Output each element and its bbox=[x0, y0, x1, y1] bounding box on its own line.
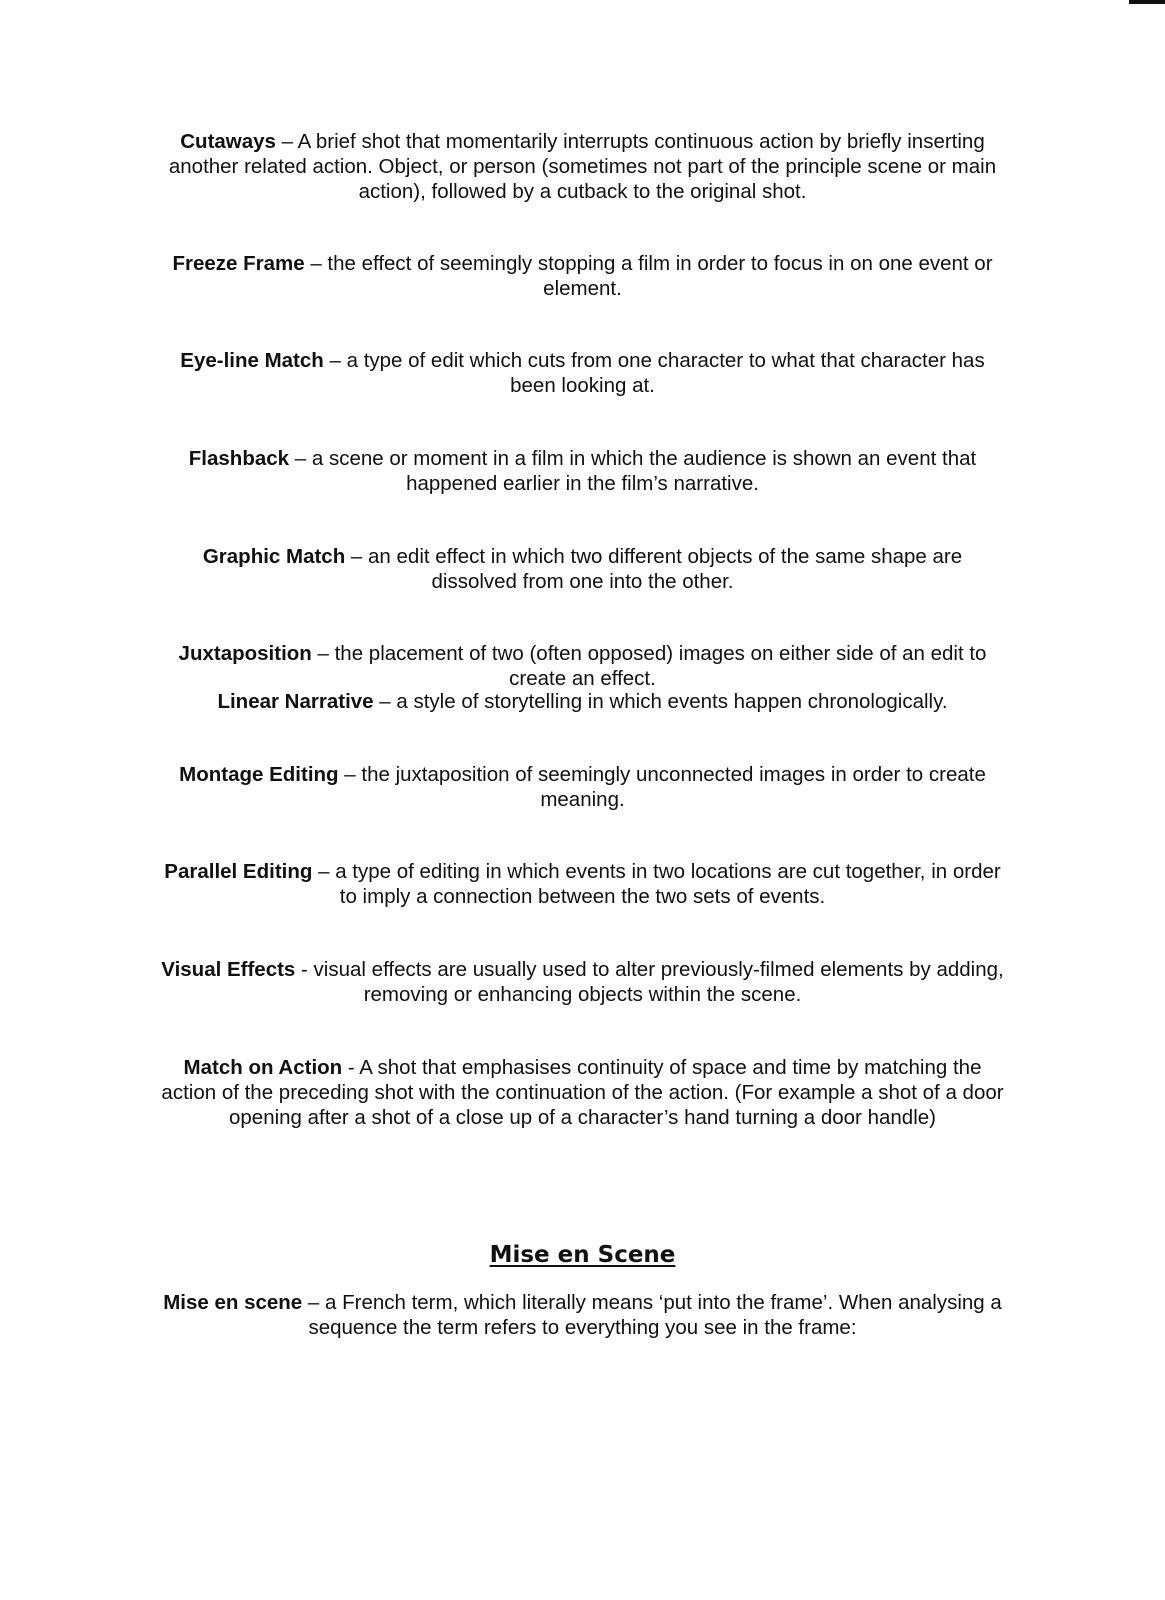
entry-graphic-match bbox=[160, 544, 1005, 594]
definition: – the juxtaposition of seemingly unconnected images in order to create meaning. bbox=[338, 763, 986, 811]
term: Juxtaposition bbox=[178, 642, 312, 665]
definition: – the placement of two (often opposed) images on either side of an edit to create an effect. bbox=[311, 642, 987, 690]
term: Linear Narrative bbox=[217, 690, 374, 713]
corner-mark bbox=[1129, 0, 1165, 4]
definition: – the effect of seemingly stopping a film in order to focus in on one event or element. bbox=[304, 252, 993, 300]
definition: – a French term, which literally means ‘put into the frame’. When analysing a sequence the term refers to everything you see in the frame: bbox=[302, 1291, 1002, 1339]
term: Match on Action bbox=[183, 1056, 343, 1079]
entry-flashback bbox=[160, 446, 1005, 496]
entry-eye-line-match bbox=[160, 348, 1005, 398]
term: Mise en scene bbox=[163, 1291, 303, 1314]
entry-linear-narrative bbox=[160, 689, 1005, 714]
term: Graphic Match bbox=[202, 545, 346, 568]
term: Cutaways bbox=[180, 130, 276, 153]
entry-match-on-action bbox=[160, 1055, 1005, 1130]
section-heading: Mise en Scene bbox=[489, 1242, 676, 1268]
entry-parallel-editing bbox=[160, 859, 1005, 909]
definition: – a style of storytelling in which events happen chronologically. bbox=[373, 690, 948, 713]
entry-juxtaposition bbox=[160, 641, 1005, 691]
term: Flashback bbox=[188, 447, 290, 470]
definition: – an edit effect in which two different objects of the same shape are dissolved from one into the other. bbox=[345, 545, 963, 593]
entry-mise-en-scene bbox=[160, 1290, 1005, 1340]
entry-montage-editing bbox=[160, 762, 1005, 812]
definition: - A shot that emphasises continuity of space and time by matching the action of the preceding shot with the continuation of the action. (For example a shot of a door opening after a shot of a close up of a character’s hand turning a door handle) bbox=[161, 1056, 1004, 1129]
term: Montage Editing bbox=[179, 763, 339, 786]
term: Eye-line Match bbox=[180, 349, 324, 372]
definition: – a scene or moment in a film in which the audience is shown an event that happened earlier in the film’s narrative. bbox=[289, 447, 977, 495]
term: Visual Effects bbox=[161, 958, 296, 981]
definition: – A brief shot that momentarily interrupts continuous action by briefly inserting another related action. Object, or person (sometimes not part of the principle scene or main action), followed by a cutback to the original shot. bbox=[168, 130, 997, 203]
definition: - visual effects are usually used to alter previously-filmed elements by adding, removing or enhancing objects within the scene. bbox=[295, 958, 1004, 1006]
term: Freeze Frame bbox=[172, 252, 305, 275]
definition: – a type of editing in which events in two locations are cut together, in order to imply a connection between the two sets of events. bbox=[312, 860, 1001, 908]
entry-freeze-frame bbox=[160, 251, 1005, 301]
term: Parallel Editing bbox=[164, 860, 313, 883]
entry-visual-effects bbox=[160, 957, 1005, 1007]
entry-cutaways bbox=[160, 129, 1005, 204]
definition: – a type of edit which cuts from one character to what that character has been looking at. bbox=[323, 349, 985, 397]
